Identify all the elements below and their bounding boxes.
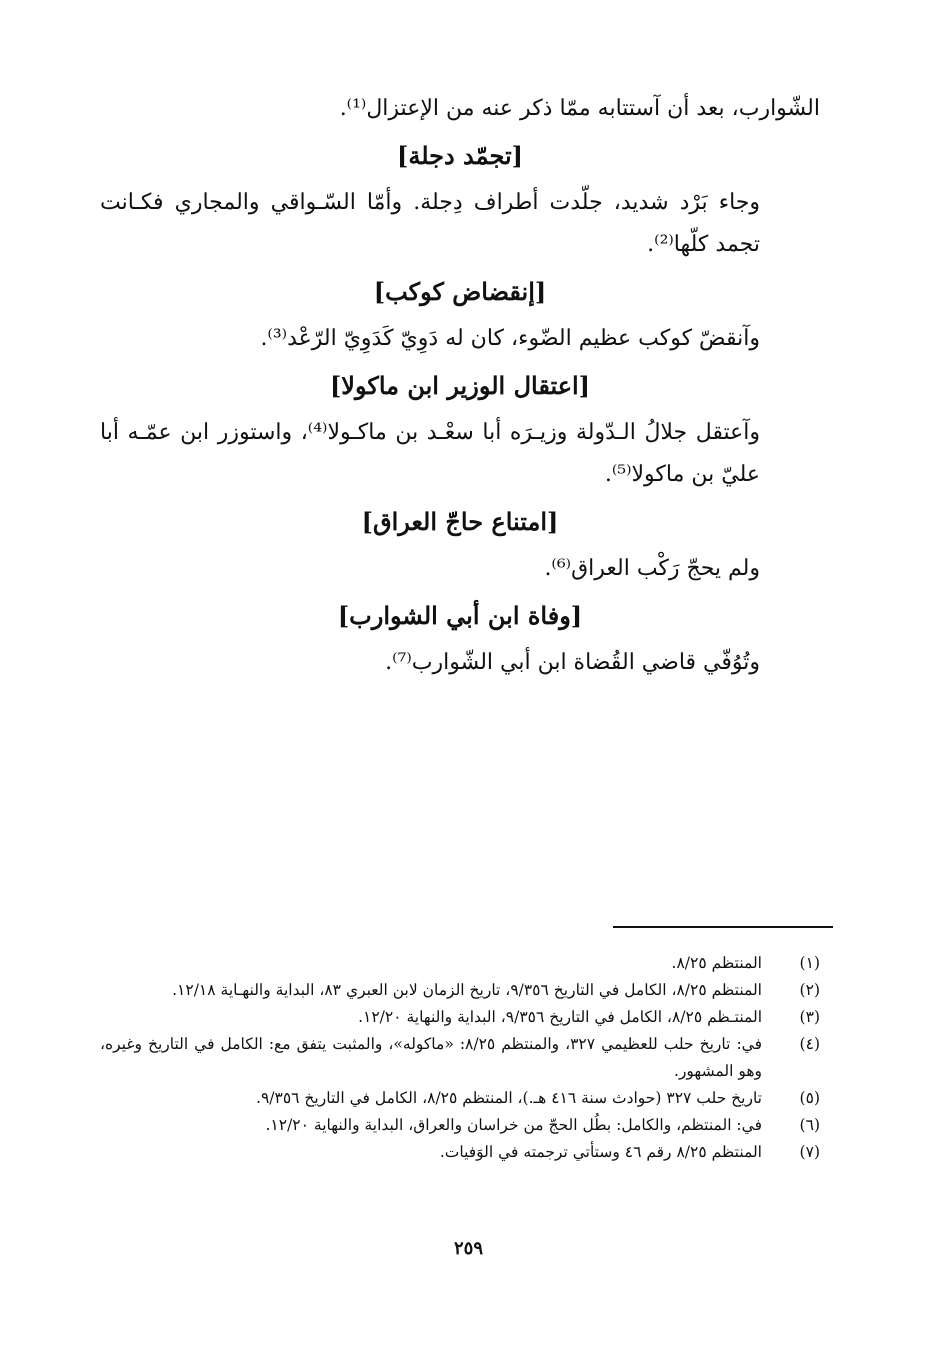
footnote-7 [100,1139,820,1166]
footnote-1 [100,950,820,977]
footnote-text: في: المنتظم، والكامل: بطُل الحجّ من خراسان والعراق، البداية والنهاية ١٢/٢٠. [265,1116,762,1134]
paragraph-3: وآنقضّ كوكب عظيم الضّوء، كان له دَوِيّ كَدَوِيّ الرّعْد⁽³⁾. [260,326,760,351]
footnote-2 [100,977,820,1004]
footnote-number: (٥) [799,1089,820,1107]
footnote-6 [100,1112,820,1139]
footnote-number: (١) [799,954,820,972]
paragraph-2: وجاء بَرْد شديد، جلّدت أطراف دِجلة. وأمّا السّـواقي والمجاري فكـانت تجمد كلّها⁽²⁾. [100,190,760,257]
page-number: ٢٥٩ [453,1238,483,1259]
heading-vizier-arrest: [اعتقال الوزير ابن ماكولا] [329,371,591,400]
paragraph-4: وآعتقل جلالُ الـدّولة وزيـرَه أبا سعْـد بن ماكـولا⁽⁴⁾، واستوزر ابن عمّـه أبا عليّ بن ماكولا⁽⁵⁾. [100,420,761,487]
heading-hajj-halted: [امتناع حاجّ العراق] [361,507,559,536]
footnote-text: المنتـظم ٨/٢٥، الكامل في التاريخ ٩/٣٥٦، البداية والنهاية ١٢/٢٠. [358,1008,762,1026]
footnote-divider [613,926,833,928]
heading-death-judge: [وفاة ابن أبي الشوارب] [337,601,583,630]
footnotes [100,950,820,1166]
footnote-number: (٧) [799,1143,820,1161]
footnote-number: (٦) [799,1116,820,1134]
footnote-number: (٤) [799,1035,820,1053]
heading-tigris-freeze: [تجمّد دجلة] [396,141,524,170]
footnote-text: المنتظم ٨/٢٥. [671,954,762,972]
footnote-text: في: تاريخ حلب للعظيمي ٣٢٧، والمنتظم ٨/٢٥: «ماكوله»، والمثبت يتفق مع: الكامل في التاريخ وغيره، وهو المشهور. [100,1035,763,1080]
paragraph-6: وتُوُفّي قاضي القُضاة ابن أبي الشّوارب⁽⁷⁾. [385,650,760,675]
footnote-text: المنتظم ٨/٢٥ رقم ٤٦ وستأتي ترجمته في الوَفيات. [439,1143,762,1161]
footnote-number: (٣) [799,1008,820,1026]
paragraph-1: الشّوارب، بعد أن آستتابه ممّا ذكر عنه من الإعتزال⁽¹⁾. [339,96,820,121]
paragraph-5: ولم يحجّ رَكْب العراق⁽⁶⁾. [544,556,760,581]
footnote-5 [100,1085,820,1112]
heading-falling-star: [إنقضاض كوكب] [373,277,547,306]
footnote-text: المنتظم ٨/٢٥، الكامل في التاريخ ٩/٣٥٦، تاريخ الزمان لابن العبري ٨٣، البداية والنهـاية ١٢/١٨. [172,981,762,999]
footnote-3 [100,1004,820,1031]
footnote-4 [100,1031,820,1085]
footnote-text: تاريخ حلب ٣٢٧ (حوادث سنة ٤١٦ هـ.)، المنتظم ٨/٢٥، الكامل في التاريخ ٩/٣٥٦. [256,1089,762,1107]
footnote-number: (٢) [799,981,820,999]
